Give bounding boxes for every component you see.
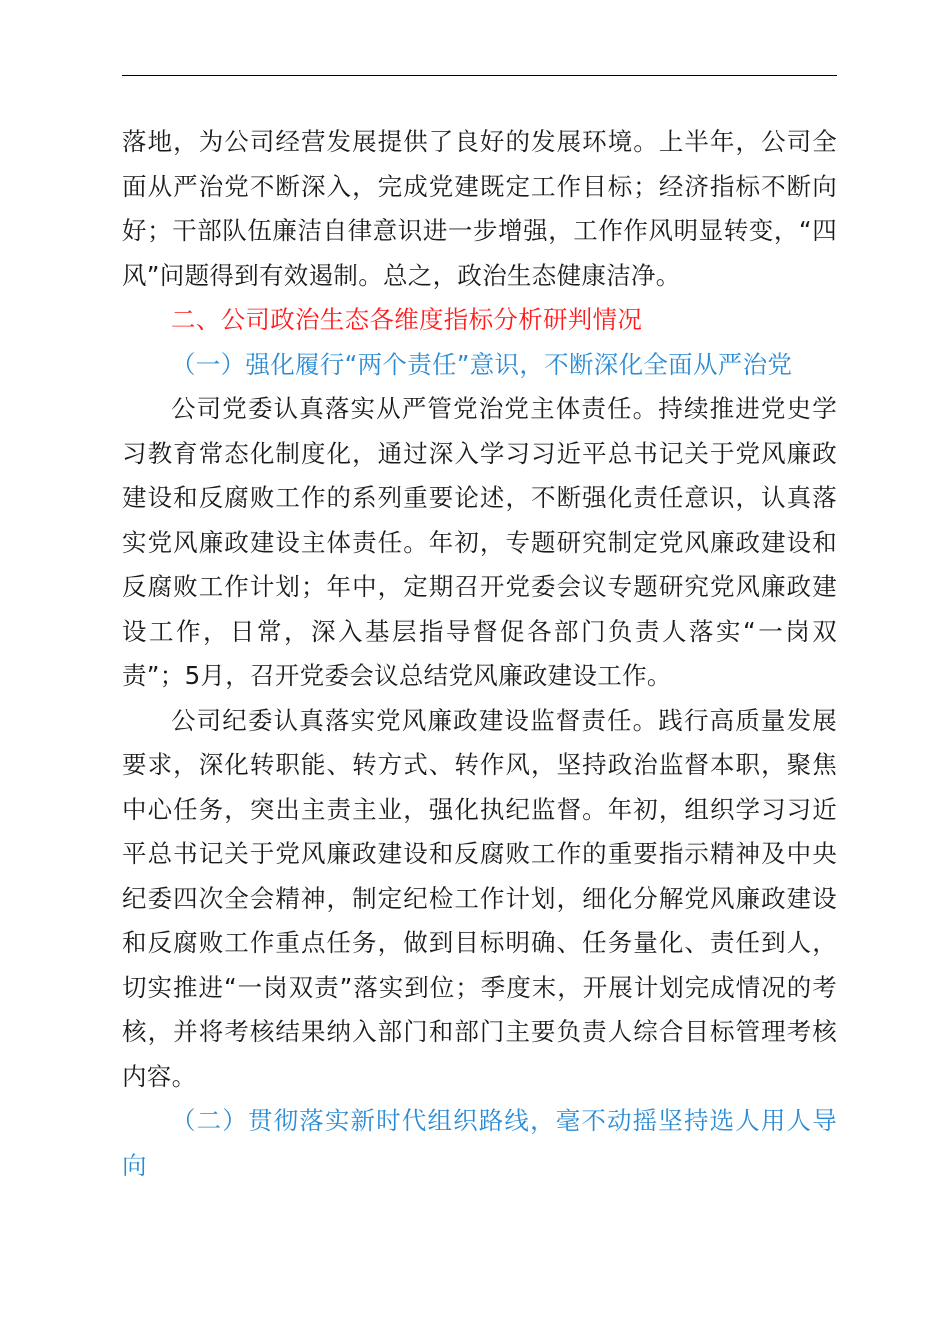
header-rule: [122, 75, 837, 76]
subsection-heading-two: （二）贯彻落实新时代组织路线，毫不动摇坚持选人用人导向: [122, 1106, 837, 1180]
section-heading-two: 二、公司政治生态各维度指标分析研判情况: [171, 305, 643, 334]
body-paragraph-continuation: 落地，为公司经营发展提供了良好的发展环境。上半年，公司全面从严治党不断深入，完成党建既定工作目标；经济指标不断向好；干部队伍廉洁自律意识进一步增强，工作作风明显转变，“四风”问题得到有效遏制。总之，政治生态健康洁净。: [122, 127, 837, 290]
body-paragraph-discipline-committee: 公司纪委认真落实党风廉政建设监督责任。践行高质量发展要求，深化转职能、转方式、转作风，坚持政治监督本职，聚焦中心任务，突出主责主业，强化执纪监督。年初，组织学习习近平总书记关于党风廉政建设和反腐败工作的重要指示精神及中央纪委四次全会精神，制定纪检工作计划，细化分解党风廉政建设和反腐败工作重点任务，做到目标明确、任务量化、责任到人，切实推进“一岗双责”落实到位；季度末，开展计划完成情况的考核，并将考核结果纳入部门和部门主要负责人综合目标管理考核内容。: [122, 705, 837, 1091]
document-body: [122, 120, 837, 1188]
body-paragraph-party-committee: 公司党委认真落实从严管党治党主体责任。持续推进党史学习教育常态化制度化，通过深入学习习近平总书记关于党风廉政建设和反腐败工作的系列重要论述，不断强化责任意识，认真落实党风廉政建设主体责任。年初，专题研究制定党风廉政建设和反腐败工作计划；年中，定期召开党委会议专题研究党风廉政建设工作，日常，深入基层指导督促各部门负责人落实“一岗双责”；5月，召开党委会议总结党风廉政建设工作。: [122, 394, 837, 690]
subsection-heading-one: （一）强化履行“两个责任”意识，不断深化全面从严治党: [171, 349, 793, 379]
